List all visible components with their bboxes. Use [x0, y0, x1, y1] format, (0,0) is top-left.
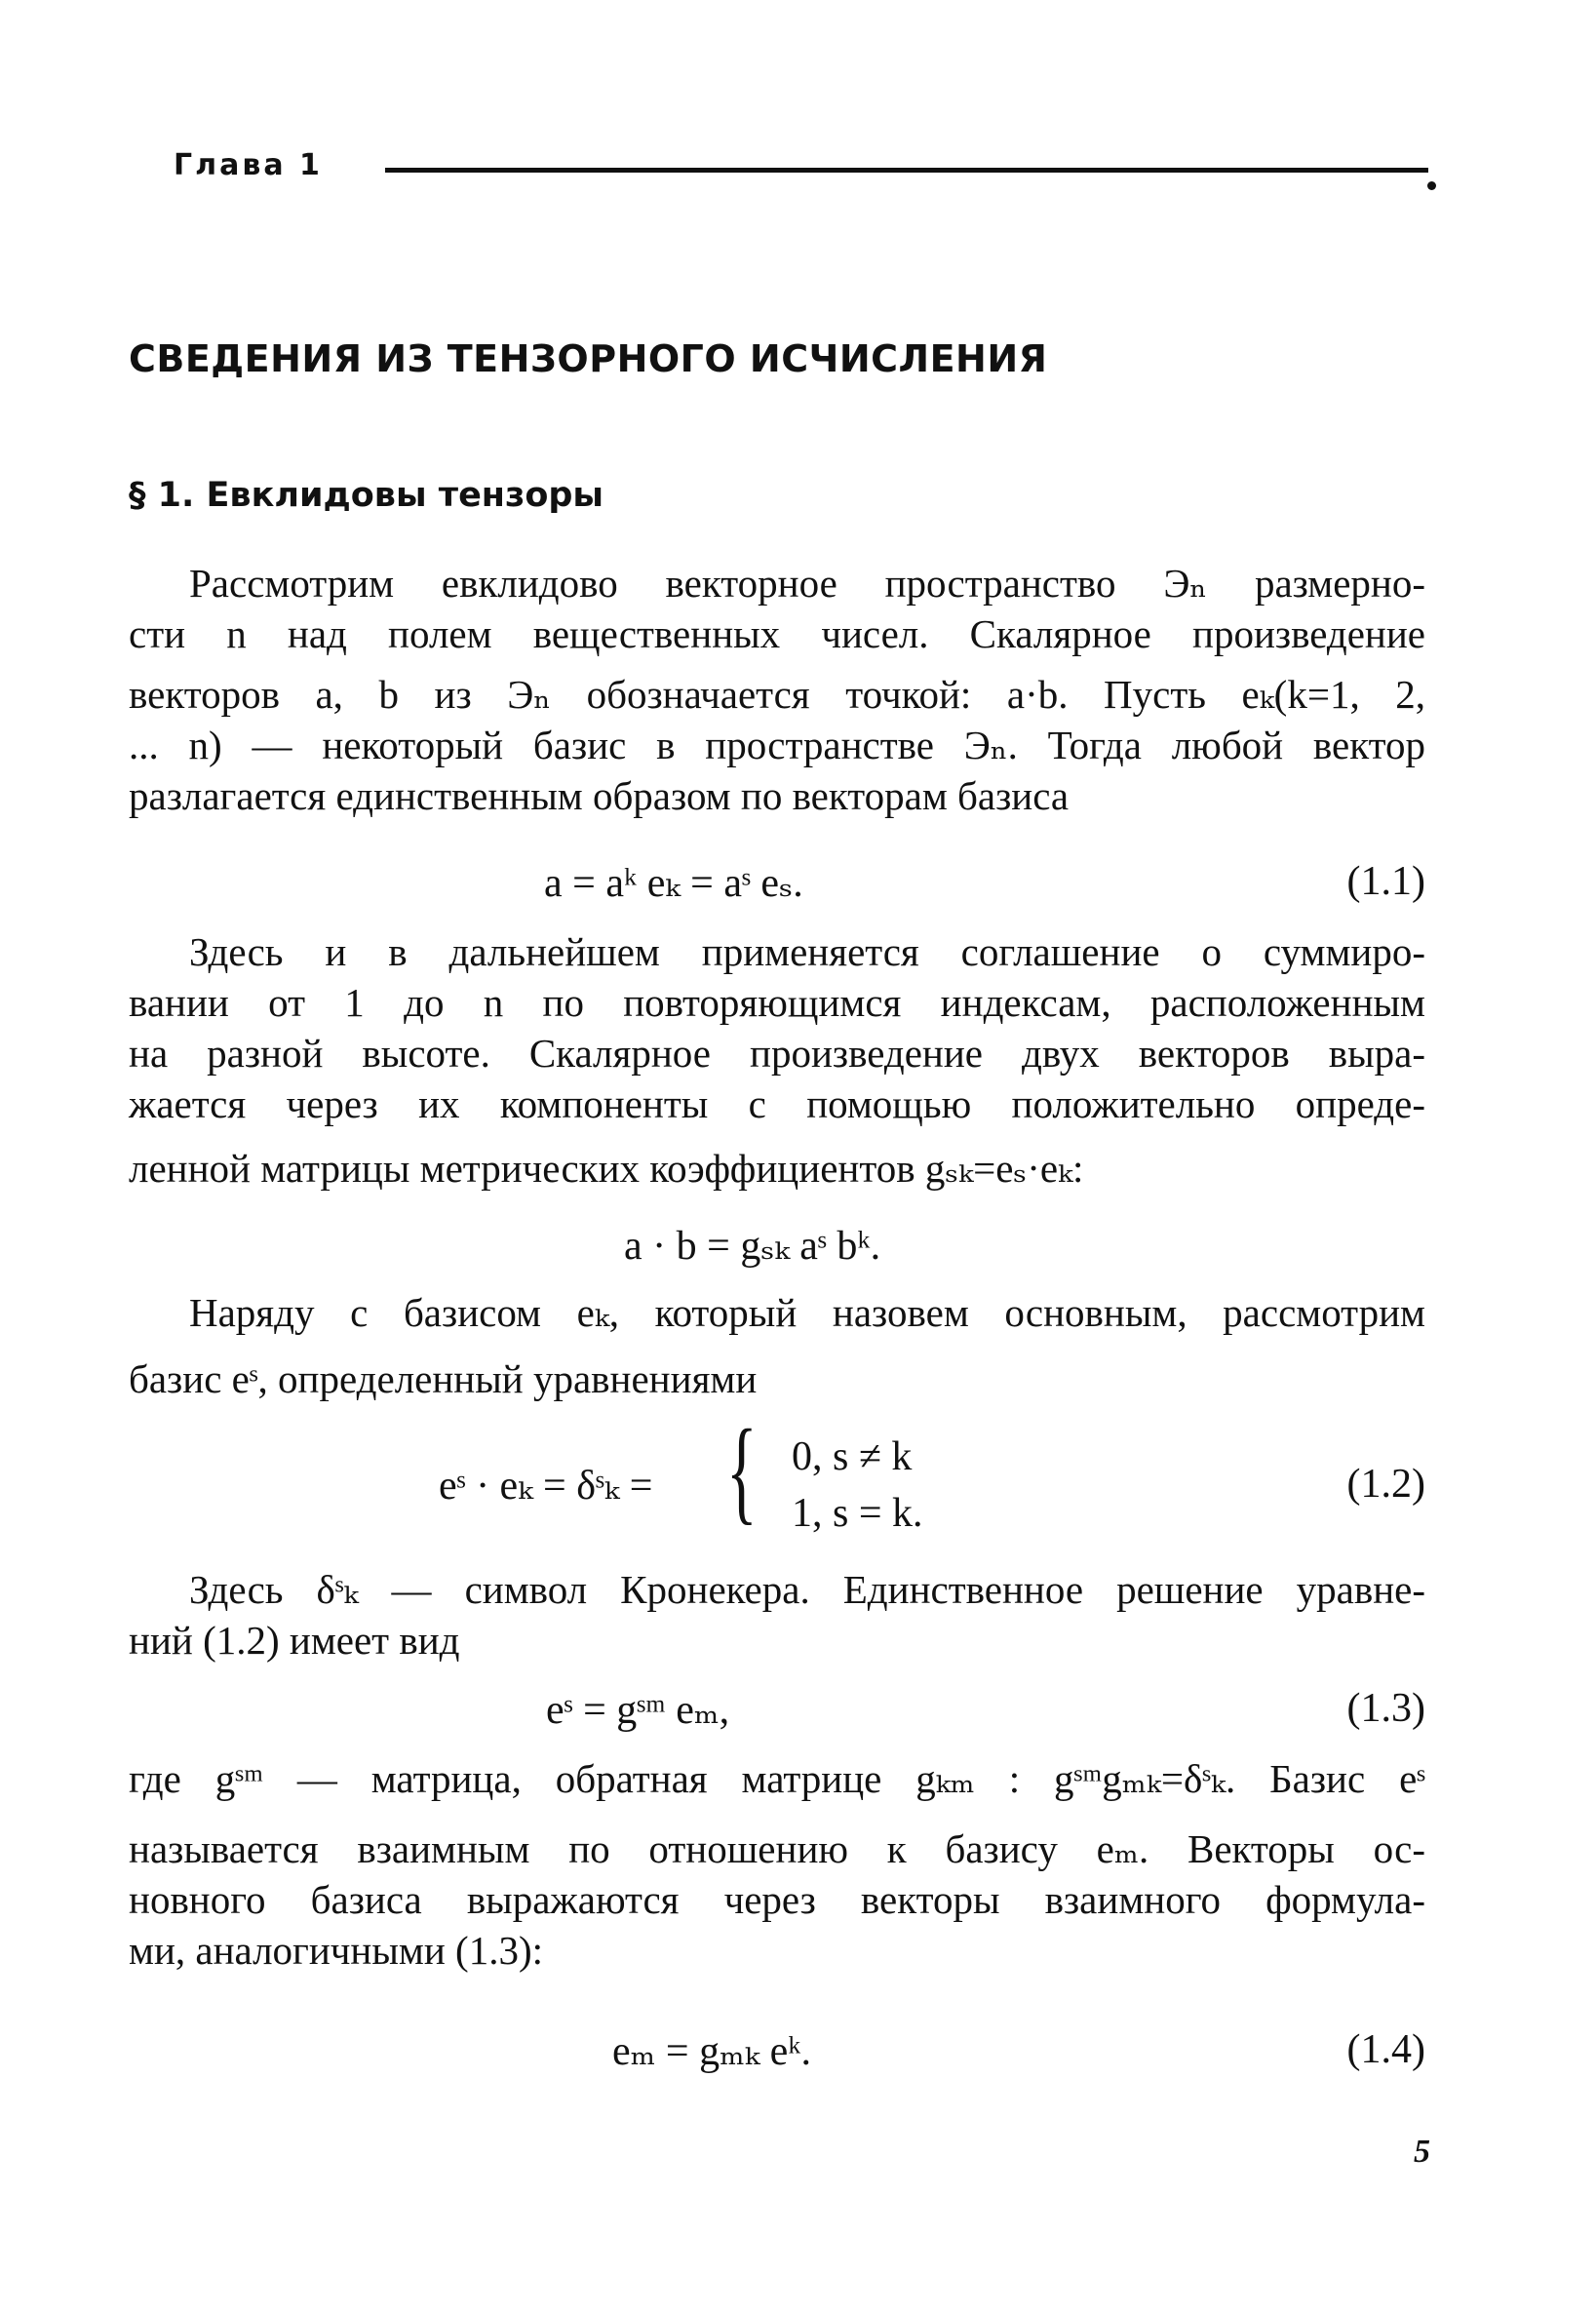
paragraph-1 [129, 558, 1425, 821]
paragraph-3 [129, 1287, 1425, 1404]
page-number: 5 [1414, 2134, 1430, 2170]
equation-brace: { [726, 1405, 758, 1535]
text-line: Наряду с базисом eₖ, который назовем основным, рассмотрим [189, 1290, 1425, 1335]
equation-number: (1.4) [1346, 2027, 1425, 2072]
equation-lhs: eˢ · eₖ = δˢₖ = [439, 1464, 653, 1509]
equation-case-1: 0, s ≠ k [792, 1434, 913, 1479]
equation-1-4 [0, 2026, 1596, 2085]
equation-formula: eˢ = gˢᵐ eₘ, [546, 1688, 730, 1733]
text-line: базис eˢ, определенный уравнениями [129, 1356, 758, 1401]
text-line: Здесь и в дальнейшем применяется соглашение о суммиро- [189, 929, 1425, 974]
paragraph-2 [129, 926, 1425, 1194]
equation-formula: a · b = gₛₖ aˢ bᵏ. [624, 1224, 881, 1269]
equation-1-2 [0, 1405, 1596, 1550]
header-rule [385, 168, 1428, 173]
equation-formula: a = aᵏ eₖ = aˢ eₛ. [544, 861, 803, 906]
chapter-title: СВЕДЕНИЯ ИЗ ТЕНЗОРНОГО ИСЧИСЛЕНИЯ [129, 337, 1048, 380]
text-line: ... n) — некоторый базис в пространстве Эₙ. Тогда любой вектор [129, 723, 1425, 767]
text-line: называется взаимным по отношению к базису eₘ. Векторы ос- [129, 1826, 1425, 1871]
text-line: ми, аналогичными (1.3): [129, 1928, 543, 1973]
text-line: ленной матрицы метрических коэффициентов gₛₖ=eₛ·eₖ: [129, 1146, 1084, 1191]
equation-number: (1.1) [1346, 859, 1425, 904]
text-line: сти n над полем вещественных чисел. Скалярное произведение [129, 611, 1425, 656]
text-line: Здесь δˢₖ — символ Кронекера. Единственное решение уравне- [189, 1567, 1425, 1612]
equation-number: (1.2) [1346, 1462, 1425, 1507]
text-line: вании от 1 до n по повторяющимся индексам, расположенным [129, 980, 1425, 1025]
text-line: разлагается единственным образом по векторам базиса [129, 773, 1070, 818]
text-line: жается через их компоненты с помощью положительно опреде- [129, 1081, 1425, 1126]
paragraph-4 [129, 1564, 1425, 1666]
text-line: Рассмотрим евклидово векторное пространство Эₙ размерно- [189, 561, 1425, 606]
text-line: где gˢᵐ — матрица, обратная матрице gₖₘ : gˢᵐgₘₖ=δˢₖ. Базис eˢ [129, 1756, 1425, 1801]
paragraph-5 [129, 1753, 1425, 1976]
header-dot [1427, 181, 1436, 190]
text-line: ний (1.2) имеет вид [129, 1618, 460, 1663]
equation-formula: eₘ = gₘₖ eᵏ. [612, 2029, 812, 2074]
text-line: новного базиса выражаются через векторы взаимного формула- [129, 1877, 1425, 1922]
chapter-header: Глава 1 [174, 148, 323, 182]
equation-1-3 [0, 1685, 1596, 1744]
equation-number: (1.3) [1346, 1686, 1425, 1731]
section-heading: § 1. Евклидовы тензоры [129, 476, 604, 515]
equation-1-1 [0, 858, 1596, 917]
equation-dot-product [0, 1221, 1596, 1279]
text-line: векторов a, b из Эₙ обозначается точкой: a·b. Пусть eₖ(k=1, 2, [129, 672, 1425, 717]
equation-case-2: 1, s = k. [792, 1491, 923, 1536]
text-line: на разной высоте. Скалярное произведение двух векторов выра- [129, 1031, 1425, 1076]
